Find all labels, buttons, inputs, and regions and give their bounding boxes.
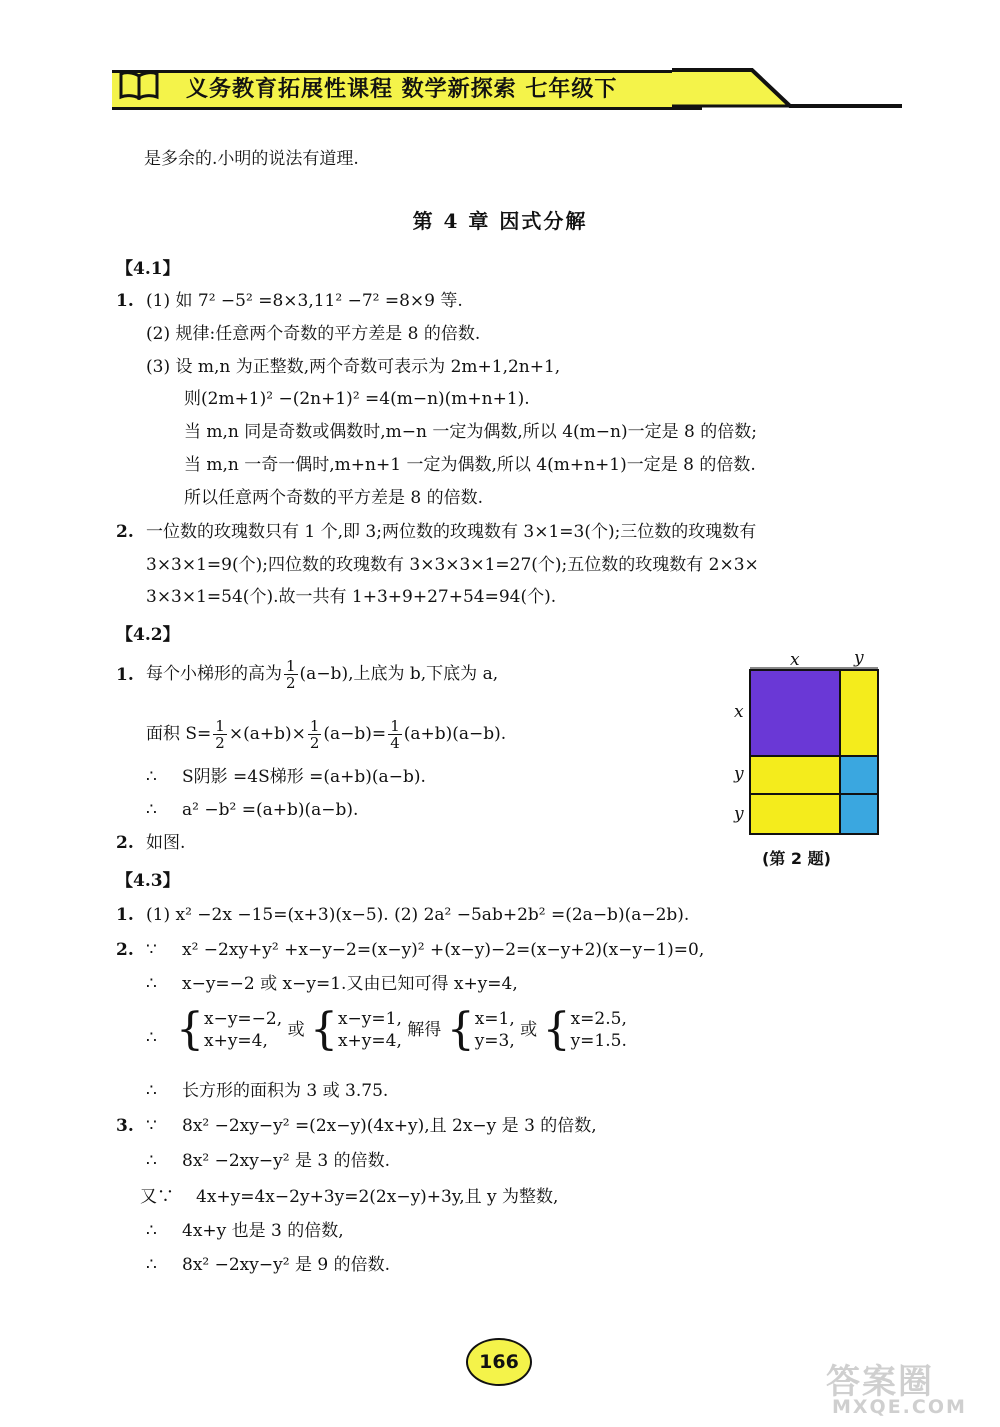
fraction bbox=[284, 658, 298, 691]
answer-line bbox=[146, 652, 498, 696]
answer-line: 则(2m+1)² −(2n+1)² =4(m−n)(m+n+1). bbox=[184, 389, 530, 409]
because-symbol: ∵ bbox=[146, 940, 157, 960]
therefore-symbol: ∴ bbox=[146, 767, 157, 787]
therefore-symbol: ∴ bbox=[146, 1255, 157, 1275]
therefore-symbol: ∴ bbox=[146, 1081, 157, 1101]
or-word: 或 bbox=[287, 1020, 305, 1040]
y-square-top bbox=[840, 756, 878, 794]
also-because-symbol: 又∵ bbox=[140, 1187, 174, 1207]
fraction-numerator: 1 bbox=[309, 717, 320, 735]
watermark-url: MXQE.COM bbox=[832, 1396, 967, 1418]
answer-line: (1) 如 7² −5² =8×3,11² −7² =8×9 等. bbox=[146, 291, 463, 311]
xy-rect-right bbox=[840, 670, 878, 756]
fraction-numerator: 1 bbox=[286, 657, 296, 675]
figure-drawing bbox=[728, 648, 888, 878]
xy-rect-mid bbox=[750, 756, 840, 794]
text-run: ×(a+b)× bbox=[228, 724, 306, 744]
equation-system bbox=[475, 1008, 515, 1052]
item-number: 2. bbox=[116, 522, 134, 542]
fraction bbox=[308, 718, 322, 751]
item-number: 3. bbox=[116, 1116, 134, 1136]
watermark-text: 答案圈 bbox=[826, 1362, 934, 1402]
chapter-title: 第 4 章 因式分解 bbox=[412, 209, 588, 233]
intro-line: 是多余的.小明的说法有道理. bbox=[144, 149, 359, 169]
fraction bbox=[388, 718, 402, 751]
left-brace: { bbox=[446, 1004, 475, 1055]
text-run: (a+b)(a−b). bbox=[403, 724, 507, 744]
watermark-logo bbox=[826, 1350, 996, 1420]
equation: x−y=−2, bbox=[204, 1009, 283, 1029]
equation: x−y=1, bbox=[337, 1009, 402, 1029]
left-brace: { bbox=[542, 1004, 571, 1055]
equation: y=1.5. bbox=[570, 1031, 627, 1051]
answer-line: 8x² −2xy−y² 是 9 的倍数. bbox=[182, 1255, 390, 1275]
answer-line: 8x² −2xy−y² =(2x−y)(4x+y),且 2x−y 是 3 的倍数, bbox=[182, 1116, 597, 1136]
therefore-symbol: ∴ bbox=[146, 1221, 157, 1241]
answer-line: x−y=−2 或 x−y=1.又由已知可得 x+y=4, bbox=[182, 974, 518, 994]
text-run: (a−b),上底为 b,下底为 a, bbox=[299, 664, 499, 684]
section-4-3-label: 【4.3】 bbox=[116, 871, 180, 891]
answer-line: (3) 设 m,n 为正整数,两个奇数可表示为 2m+1,2n+1, bbox=[146, 357, 561, 377]
item-number: 1. bbox=[116, 905, 134, 925]
equation: x=2.5, bbox=[570, 1009, 627, 1029]
answer-line: 3×3×1=54(个).故一共有 1+3+9+27+54=94(个). bbox=[146, 587, 557, 607]
equation-system bbox=[204, 1008, 282, 1052]
therefore-symbol: ∴ bbox=[146, 1151, 157, 1171]
label-y-top: y bbox=[854, 648, 864, 668]
answer-line: 当 m,n 一奇一偶时,m+n+1 一定为偶数,所以 4(m+n+1)一定是 8 的倍数. bbox=[184, 455, 756, 475]
label-y-left: y bbox=[734, 764, 744, 784]
answer-line: x² −2xy+y² +x−y−2=(x−y)² +(x−y)−2=(x−y+2)(x−y−1)=0, bbox=[182, 940, 705, 960]
text-run: 面积 S= bbox=[146, 724, 212, 744]
therefore-symbol: ∴ bbox=[146, 1028, 157, 1048]
fraction-numerator: 1 bbox=[215, 717, 225, 735]
answer-line: 3×3×1=9(个);四位数的玫瑰数有 3×3×3×1=27(个);五位数的玫瑰数有 2×3× bbox=[146, 555, 759, 575]
equation-system bbox=[571, 1008, 627, 1052]
fraction-denominator: 2 bbox=[309, 734, 320, 752]
answer-line: 一位数的玫瑰数只有 1 个,即 3;两位数的玫瑰数有 3×1=3(个);三位数的玫瑰数有 bbox=[146, 522, 757, 542]
equation: x=1, bbox=[474, 1009, 515, 1029]
text-run: 每个小梯形的高为 bbox=[146, 664, 282, 684]
answer-line: 4x+y 也是 3 的倍数, bbox=[182, 1221, 344, 1241]
item-number: 2. bbox=[116, 833, 134, 853]
fraction-numerator: 1 bbox=[390, 717, 400, 735]
left-brace: { bbox=[176, 1004, 204, 1055]
or-word: 或 bbox=[520, 1020, 538, 1040]
book-series-title: 义务教育拓展性课程 数学新探索 七年级下 bbox=[186, 76, 618, 102]
equation-systems bbox=[176, 1004, 627, 1055]
answer-line: 当 m,n 同是奇数或偶数时,m−n 一定为偶数,所以 4(m−n)一定是 8 的倍数; bbox=[184, 422, 757, 442]
answer-line: (1) x² −2x −15=(x+3)(x−5). (2) 2a² −5ab+2b² =(2a−b)(a−2b). bbox=[146, 905, 690, 925]
answer-line: 如图. bbox=[146, 833, 186, 853]
fraction bbox=[213, 718, 227, 751]
area-formula-line bbox=[146, 712, 506, 756]
equation: x+y=4, bbox=[337, 1031, 402, 1051]
answer-line: a² −b² =(a+b)(a−b). bbox=[182, 800, 359, 820]
text-run: (a−b)= bbox=[323, 724, 387, 744]
solve-word: 解得 bbox=[407, 1020, 442, 1040]
fraction-denominator: 4 bbox=[390, 734, 400, 752]
xy-rect-bottom bbox=[750, 794, 840, 834]
item-number: 2. bbox=[116, 940, 134, 960]
left-brace: { bbox=[309, 1004, 338, 1055]
equation: y=3, bbox=[474, 1031, 515, 1051]
therefore-symbol: ∴ bbox=[146, 800, 157, 820]
item-number: 1. bbox=[116, 665, 134, 685]
label-y-left: y bbox=[734, 804, 744, 824]
open-book-icon bbox=[118, 70, 160, 100]
page-header bbox=[112, 64, 892, 112]
answer-line: 所以任意两个奇数的平方差是 8 的倍数. bbox=[184, 488, 484, 508]
equation: x+y=4, bbox=[204, 1031, 268, 1051]
y-square-bottom bbox=[840, 794, 878, 834]
label-x-left: x bbox=[734, 702, 744, 722]
item-number: 1. bbox=[116, 291, 134, 311]
header-tail-stripe bbox=[672, 64, 902, 112]
answer-line: 8x² −2xy−y² 是 3 的倍数. bbox=[182, 1151, 390, 1171]
figure-caption: (第 2 题) bbox=[762, 849, 831, 868]
fraction-denominator: 2 bbox=[286, 674, 296, 692]
answer-line: S阴影 =4S梯形 =(a+b)(a−b). bbox=[182, 767, 426, 787]
section-4-2-label: 【4.2】 bbox=[116, 625, 180, 645]
page-number-badge: 166 bbox=[466, 1338, 532, 1386]
answer-line: 4x+y=4x−2y+3y=2(2x−y)+3y,且 y 为整数, bbox=[196, 1187, 559, 1207]
therefore-symbol: ∴ bbox=[146, 974, 157, 994]
fraction-denominator: 2 bbox=[215, 734, 225, 752]
x-square bbox=[750, 670, 840, 756]
answer-line: (2) 规律:任意两个奇数的平方差是 8 的倍数. bbox=[146, 324, 481, 344]
because-symbol: ∵ bbox=[146, 1116, 157, 1136]
answer-line: 长方形的面积为 3 或 3.75. bbox=[182, 1081, 389, 1101]
section-4-1-label: 【4.1】 bbox=[116, 259, 180, 279]
square-decomposition-figure bbox=[728, 648, 888, 878]
equation-system bbox=[338, 1008, 402, 1052]
label-x-top: x bbox=[790, 650, 800, 670]
